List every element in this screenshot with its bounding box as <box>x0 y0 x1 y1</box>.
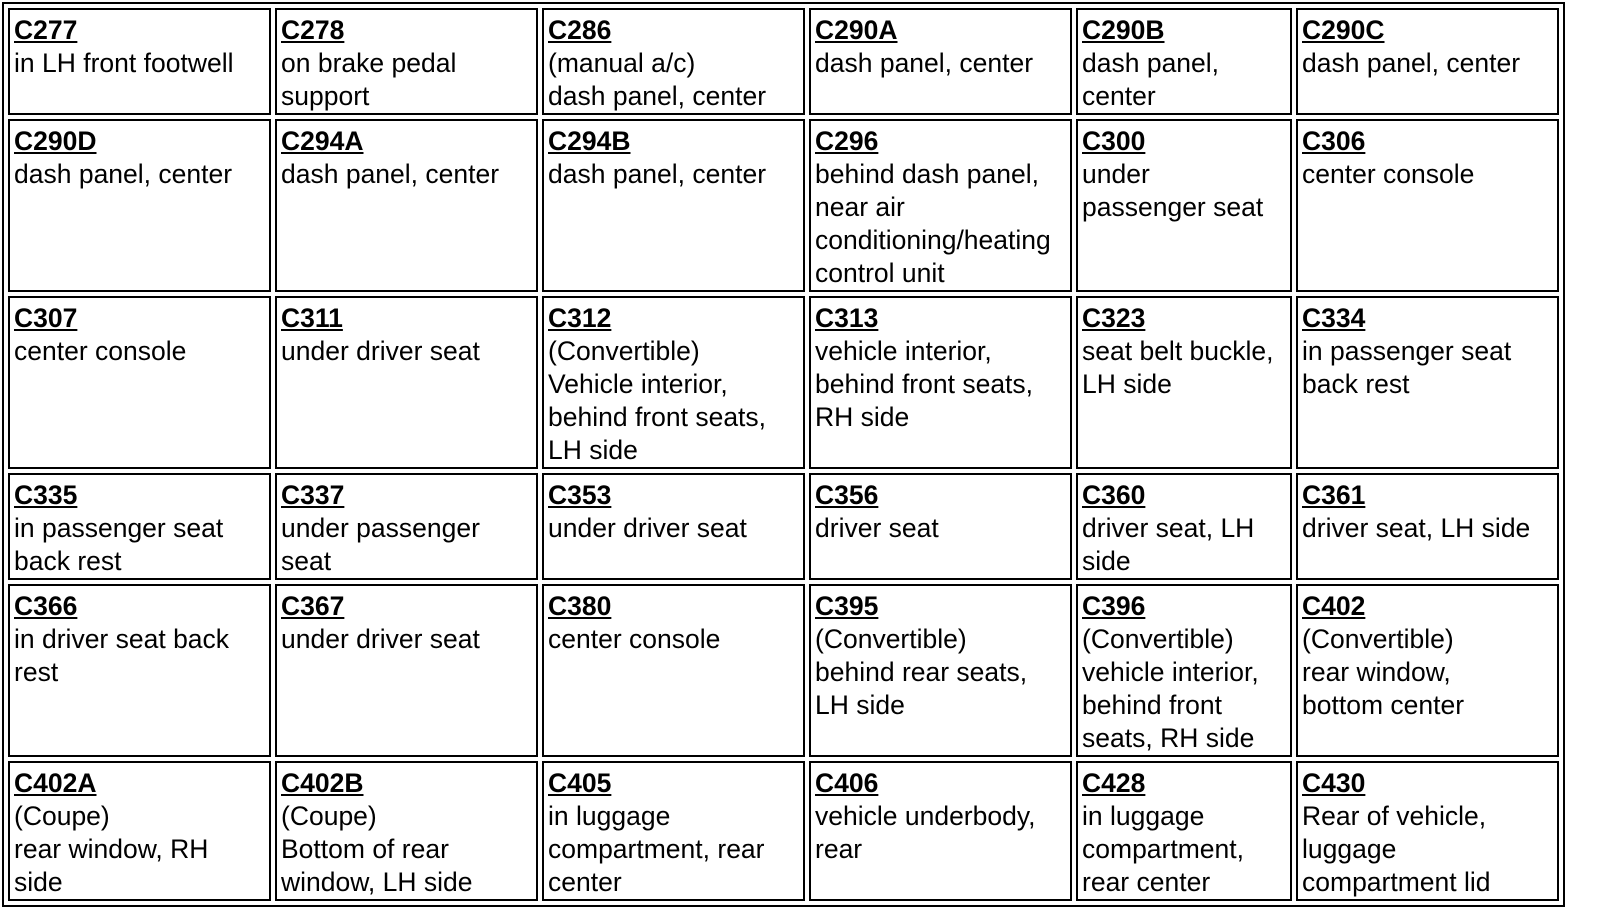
connector-location: dash panel, center <box>1302 48 1521 78</box>
connector-cell <box>1076 8 1292 115</box>
connector-cell <box>542 8 805 115</box>
connector-id: C396 <box>1082 591 1146 621</box>
connector-location: under driver seat <box>281 336 480 366</box>
connector-location: dash panel, center <box>548 159 767 189</box>
connector-location: driver seat, LH side <box>1302 513 1531 543</box>
connector-id: C300 <box>1082 126 1146 156</box>
connector-location: center console <box>1302 159 1475 189</box>
table-row <box>8 473 1559 580</box>
connector-location: behind dash panel, near air conditioning/heating control unit <box>815 159 1051 288</box>
connector-location: (Convertible) behind rear seats, LH side <box>815 624 1028 720</box>
connector-id: C430 <box>1302 768 1366 798</box>
connector-cell <box>275 761 538 901</box>
connector-id: C294A <box>281 126 364 156</box>
connector-location-table <box>2 2 1565 907</box>
connector-cell <box>542 473 805 580</box>
table-row <box>8 8 1559 115</box>
connector-id: C290A <box>815 15 898 45</box>
connector-cell <box>1296 473 1559 580</box>
connector-id: C402A <box>14 768 97 798</box>
connector-cell <box>275 8 538 115</box>
connector-id: C337 <box>281 480 345 510</box>
connector-cell <box>542 119 805 292</box>
connector-location: (Convertible) vehicle interior, behind front seats, RH side <box>1082 624 1259 753</box>
connector-cell <box>809 761 1072 901</box>
connector-location: dash panel, center <box>1082 48 1220 111</box>
connector-id: C307 <box>14 303 78 333</box>
connector-cell <box>1296 8 1559 115</box>
connector-id: C290C <box>1302 15 1385 45</box>
connector-cell <box>8 761 271 901</box>
connector-cell <box>1296 761 1559 901</box>
connector-cell <box>1296 584 1559 757</box>
connector-id: C428 <box>1082 768 1146 798</box>
connector-location: in driver seat back rest <box>14 624 230 687</box>
connector-location: center console <box>548 624 721 654</box>
connector-id: C380 <box>548 591 612 621</box>
connector-id: C277 <box>14 15 78 45</box>
connector-cell <box>809 473 1072 580</box>
table-row <box>8 584 1559 757</box>
connector-location: Rear of vehicle, luggage compartment lid <box>1302 801 1491 897</box>
connector-id: C334 <box>1302 303 1366 333</box>
connector-location: (Convertible) Vehicle interior, behind front seats, LH side <box>548 336 767 465</box>
connector-location: under driver seat <box>548 513 747 543</box>
connector-location: vehicle underbody, rear <box>815 801 1036 864</box>
connector-location: in luggage compartment, rear center <box>548 801 765 897</box>
connector-cell <box>275 473 538 580</box>
connector-location: vehicle interior, behind front seats, RH side <box>815 336 1034 432</box>
connector-location: in passenger seat back rest <box>14 513 224 576</box>
connector-cell <box>809 119 1072 292</box>
connector-cell <box>1076 473 1292 580</box>
connector-cell <box>542 761 805 901</box>
connector-location: under passenger seat <box>1082 159 1264 222</box>
connector-location: driver seat <box>815 513 939 543</box>
connector-id: C335 <box>14 480 78 510</box>
connector-cell <box>8 119 271 292</box>
connector-id: C366 <box>14 591 78 621</box>
connector-id: C311 <box>281 303 343 333</box>
connector-cell <box>1076 584 1292 757</box>
connector-cell <box>809 8 1072 115</box>
connector-location: dash panel, center <box>281 159 500 189</box>
connector-cell <box>275 584 538 757</box>
connector-id: C306 <box>1302 126 1366 156</box>
connector-id: C361 <box>1302 480 1366 510</box>
table-row <box>8 296 1559 469</box>
connector-id: C406 <box>815 768 879 798</box>
connector-id: C367 <box>281 591 345 621</box>
connector-location: (manual a/c) dash panel, center <box>548 48 767 111</box>
connector-id: C402 <box>1302 591 1366 621</box>
connector-cell <box>1076 296 1292 469</box>
connector-cell <box>809 584 1072 757</box>
connector-location: (Coupe) rear window, RH side <box>14 801 209 897</box>
connector-location: under passenger seat <box>281 513 480 576</box>
table-row <box>8 761 1559 901</box>
connector-location: (Coupe) Bottom of rear window, LH side <box>281 801 473 897</box>
connector-location: center console <box>14 336 187 366</box>
connector-cell <box>275 119 538 292</box>
connector-id: C278 <box>281 15 345 45</box>
connector-id: C353 <box>548 480 612 510</box>
connector-location: driver seat, LH side <box>1082 513 1255 576</box>
connector-id: C296 <box>815 126 879 156</box>
connector-id: C286 <box>548 15 612 45</box>
connector-cell <box>8 296 271 469</box>
connector-location: (Convertible) rear window, bottom center <box>1302 624 1465 720</box>
connector-location: in LH front footwell <box>14 48 234 78</box>
connector-location: seat belt buckle, LH side <box>1082 336 1274 399</box>
table-row <box>8 119 1559 292</box>
connector-location: under driver seat <box>281 624 480 654</box>
connector-id: C405 <box>548 768 612 798</box>
connector-cell <box>1296 119 1559 292</box>
connector-cell <box>1296 296 1559 469</box>
connector-id: C312 <box>548 303 612 333</box>
connector-id: C356 <box>815 480 879 510</box>
connector-cell <box>542 584 805 757</box>
connector-id: C313 <box>815 303 879 333</box>
connector-location: in passenger seat back rest <box>1302 336 1512 399</box>
connector-id: C395 <box>815 591 879 621</box>
connector-id: C402B <box>281 768 364 798</box>
connector-cell <box>8 584 271 757</box>
connector-location: in luggage compartment, rear center <box>1082 801 1245 897</box>
connector-id: C323 <box>1082 303 1146 333</box>
connector-cell <box>275 296 538 469</box>
connector-id: C360 <box>1082 480 1146 510</box>
connector-cell <box>542 296 805 469</box>
connector-id: C290B <box>1082 15 1165 45</box>
connector-location: dash panel, center <box>14 159 233 189</box>
connector-cell <box>809 296 1072 469</box>
connector-cell <box>1076 119 1292 292</box>
connector-id: C290D <box>14 126 97 156</box>
connector-location: dash panel, center <box>815 48 1034 78</box>
connector-cell <box>1076 761 1292 901</box>
connector-cell <box>8 473 271 580</box>
connector-id: C294B <box>548 126 631 156</box>
connector-location: on brake pedal support <box>281 48 457 111</box>
connector-cell <box>8 8 271 115</box>
